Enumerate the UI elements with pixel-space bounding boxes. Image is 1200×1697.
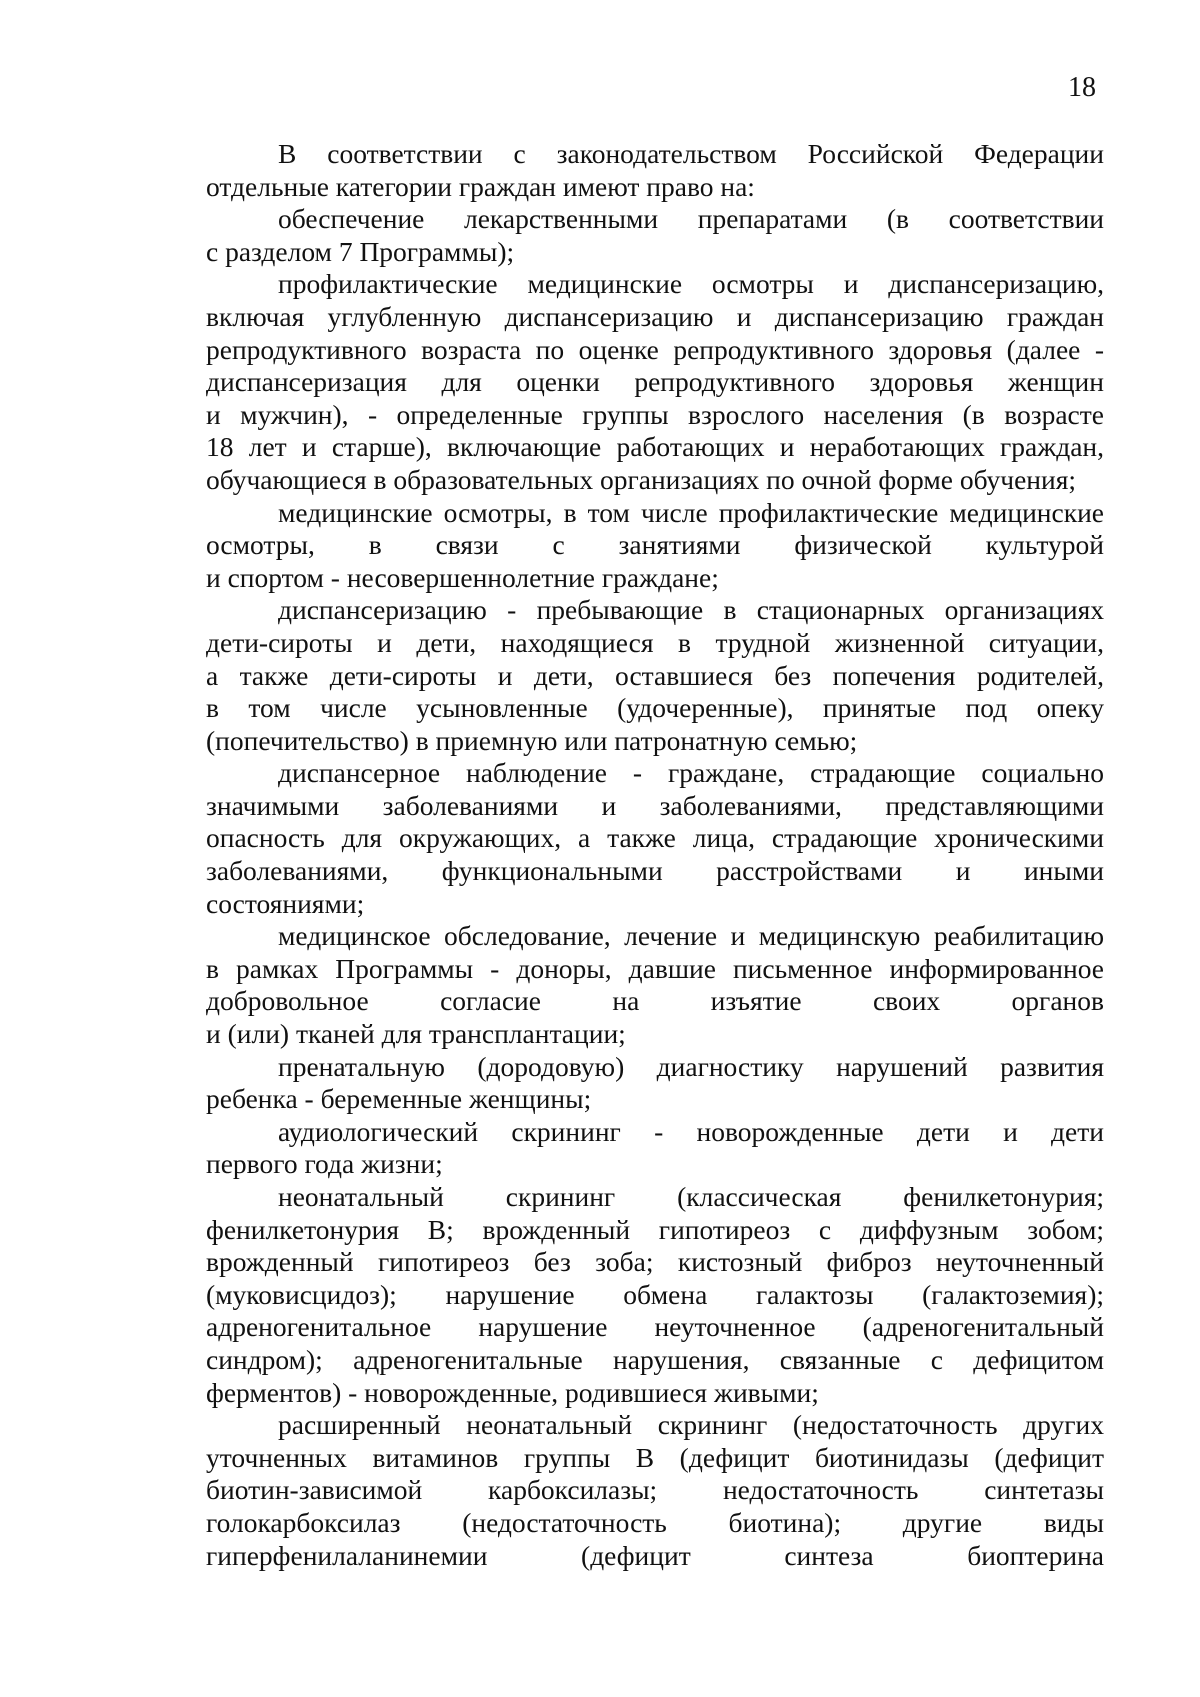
text-line: ребенка - беременные женщины; <box>206 1083 592 1115</box>
text-line: биотин-зависимой карбоксилазы; недостаточность синтетазы <box>206 1474 1104 1506</box>
text-line: фенилкетонурия В; врожденный гипотиреоз с диффузным зобом; <box>206 1213 1104 1245</box>
text-line: включая углубленную диспансеризацию и диспансеризацию граждан <box>206 300 1104 332</box>
paragraph <box>206 268 1104 496</box>
text-line: медицинские осмотры, в том числе профилактические медицинские <box>278 496 1104 528</box>
text-line: В соответствии с законодательством Российской Федерации <box>278 138 1104 169</box>
text-line: профилактические медицинские осмотры и диспансеризацию, <box>278 268 1104 300</box>
text-line: осмотры, в связи с занятиями физической культурой <box>206 529 1104 561</box>
text-line: аудиологический скрининг - новорожденные дети и дети <box>278 1115 1104 1147</box>
text-line: и спортом - несовершеннолетние граждане; <box>206 561 719 593</box>
text-line: неонатальный скрининг (классическая фенилкетонурия; <box>278 1181 1104 1212</box>
text-line: 18 лет и старше), включающие работающих и неработающих граждан, <box>206 431 1104 463</box>
text-line: диспансеризация для оценки репродуктивного здоровья женщин <box>206 366 1104 398</box>
text-line: и мужчин), - определенные группы взрослого населения (в возрасте <box>206 398 1104 430</box>
paragraph <box>206 757 1104 920</box>
document-body <box>206 138 1104 1572</box>
text-line: голокарбоксилаз (недостаточность биотина); другие виды <box>206 1506 1104 1538</box>
text-line: дети-сироты и дети, находящиеся в трудной жизненной ситуации, <box>206 626 1104 658</box>
text-line: расширенный неонатальный скрининг (недостаточность других <box>278 1409 1104 1441</box>
text-line: ферментов) - новорожденные, родившиеся живыми; <box>206 1376 819 1408</box>
text-line: и (или) тканей для трансплантации; <box>206 1018 626 1050</box>
text-line: первого года жизни; <box>206 1148 443 1180</box>
text-line: гиперфенилаланинемии (дефицит синтеза биоптерина <box>206 1539 1104 1571</box>
text-line: в рамках Программы - доноры, давшие письменное информированное <box>206 952 1104 984</box>
text-line: пренатальную (дородовую) диагностику нарушений развития <box>278 1050 1104 1082</box>
paragraph <box>206 1409 1104 1572</box>
paragraph <box>206 497 1104 595</box>
text-line: обучающиеся в образовательных организациях по очной форме обучения; <box>206 463 1077 495</box>
paragraph <box>206 1181 1104 1409</box>
text-line: диспансеризацию - пребывающие в стационарных организациях <box>278 594 1104 626</box>
text-line: состояниями; <box>206 887 365 919</box>
text-line: синдром); адреногенитальные нарушения, связанные с дефицитом <box>206 1343 1104 1375</box>
text-line: добровольное согласие на изъятие своих органов <box>206 985 1104 1017</box>
text-line: репродуктивного возраста по оценке репродуктивного здоровья (далее - <box>206 333 1104 365</box>
paragraph <box>206 594 1104 757</box>
text-line: врожденный гипотиреоз без зоба; кистозный фиброз неуточненный <box>206 1246 1104 1278</box>
text-line: с разделом 7 Программы); <box>206 235 515 267</box>
text-line: адреногенитальное нарушение неуточненное (адреногенитальный <box>206 1311 1104 1343</box>
text-line: заболеваниями, функциональными расстройствами и иными <box>206 855 1104 887</box>
text-line: значимыми заболеваниями и заболеваниями, представляющими <box>206 789 1104 821</box>
text-line: медицинское обследование, лечение и медицинскую реабилитацию <box>278 920 1104 952</box>
text-line: а также дети-сироты и дети, оставшиеся без попечения родителей, <box>206 659 1104 691</box>
text-line: отдельные категории граждан имеют право на: <box>206 170 755 202</box>
paragraph <box>206 920 1104 1050</box>
text-line: обеспечение лекарственными препаратами (в соответствии <box>278 203 1104 235</box>
text-line: диспансерное наблюдение - граждане, страдающие социально <box>278 757 1104 789</box>
page-number: 18 <box>1068 72 1096 103</box>
paragraph <box>206 138 1104 203</box>
text-line: в том числе усыновленные (удочеренные), принятые под опеку <box>206 692 1104 724</box>
text-line: уточненных витаминов группы В (дефицит биотинидазы (дефицит <box>206 1441 1104 1473</box>
paragraph <box>206 203 1104 268</box>
paragraph <box>206 1051 1104 1116</box>
text-line: опасность для окружающих, а также лица, страдающие хроническими <box>206 822 1104 854</box>
text-line: (муковисцидоз); нарушение обмена галактозы (галактоземия); <box>206 1278 1104 1310</box>
paragraph <box>206 1116 1104 1181</box>
text-line: (попечительство) в приемную или патронатную семью; <box>206 724 858 756</box>
